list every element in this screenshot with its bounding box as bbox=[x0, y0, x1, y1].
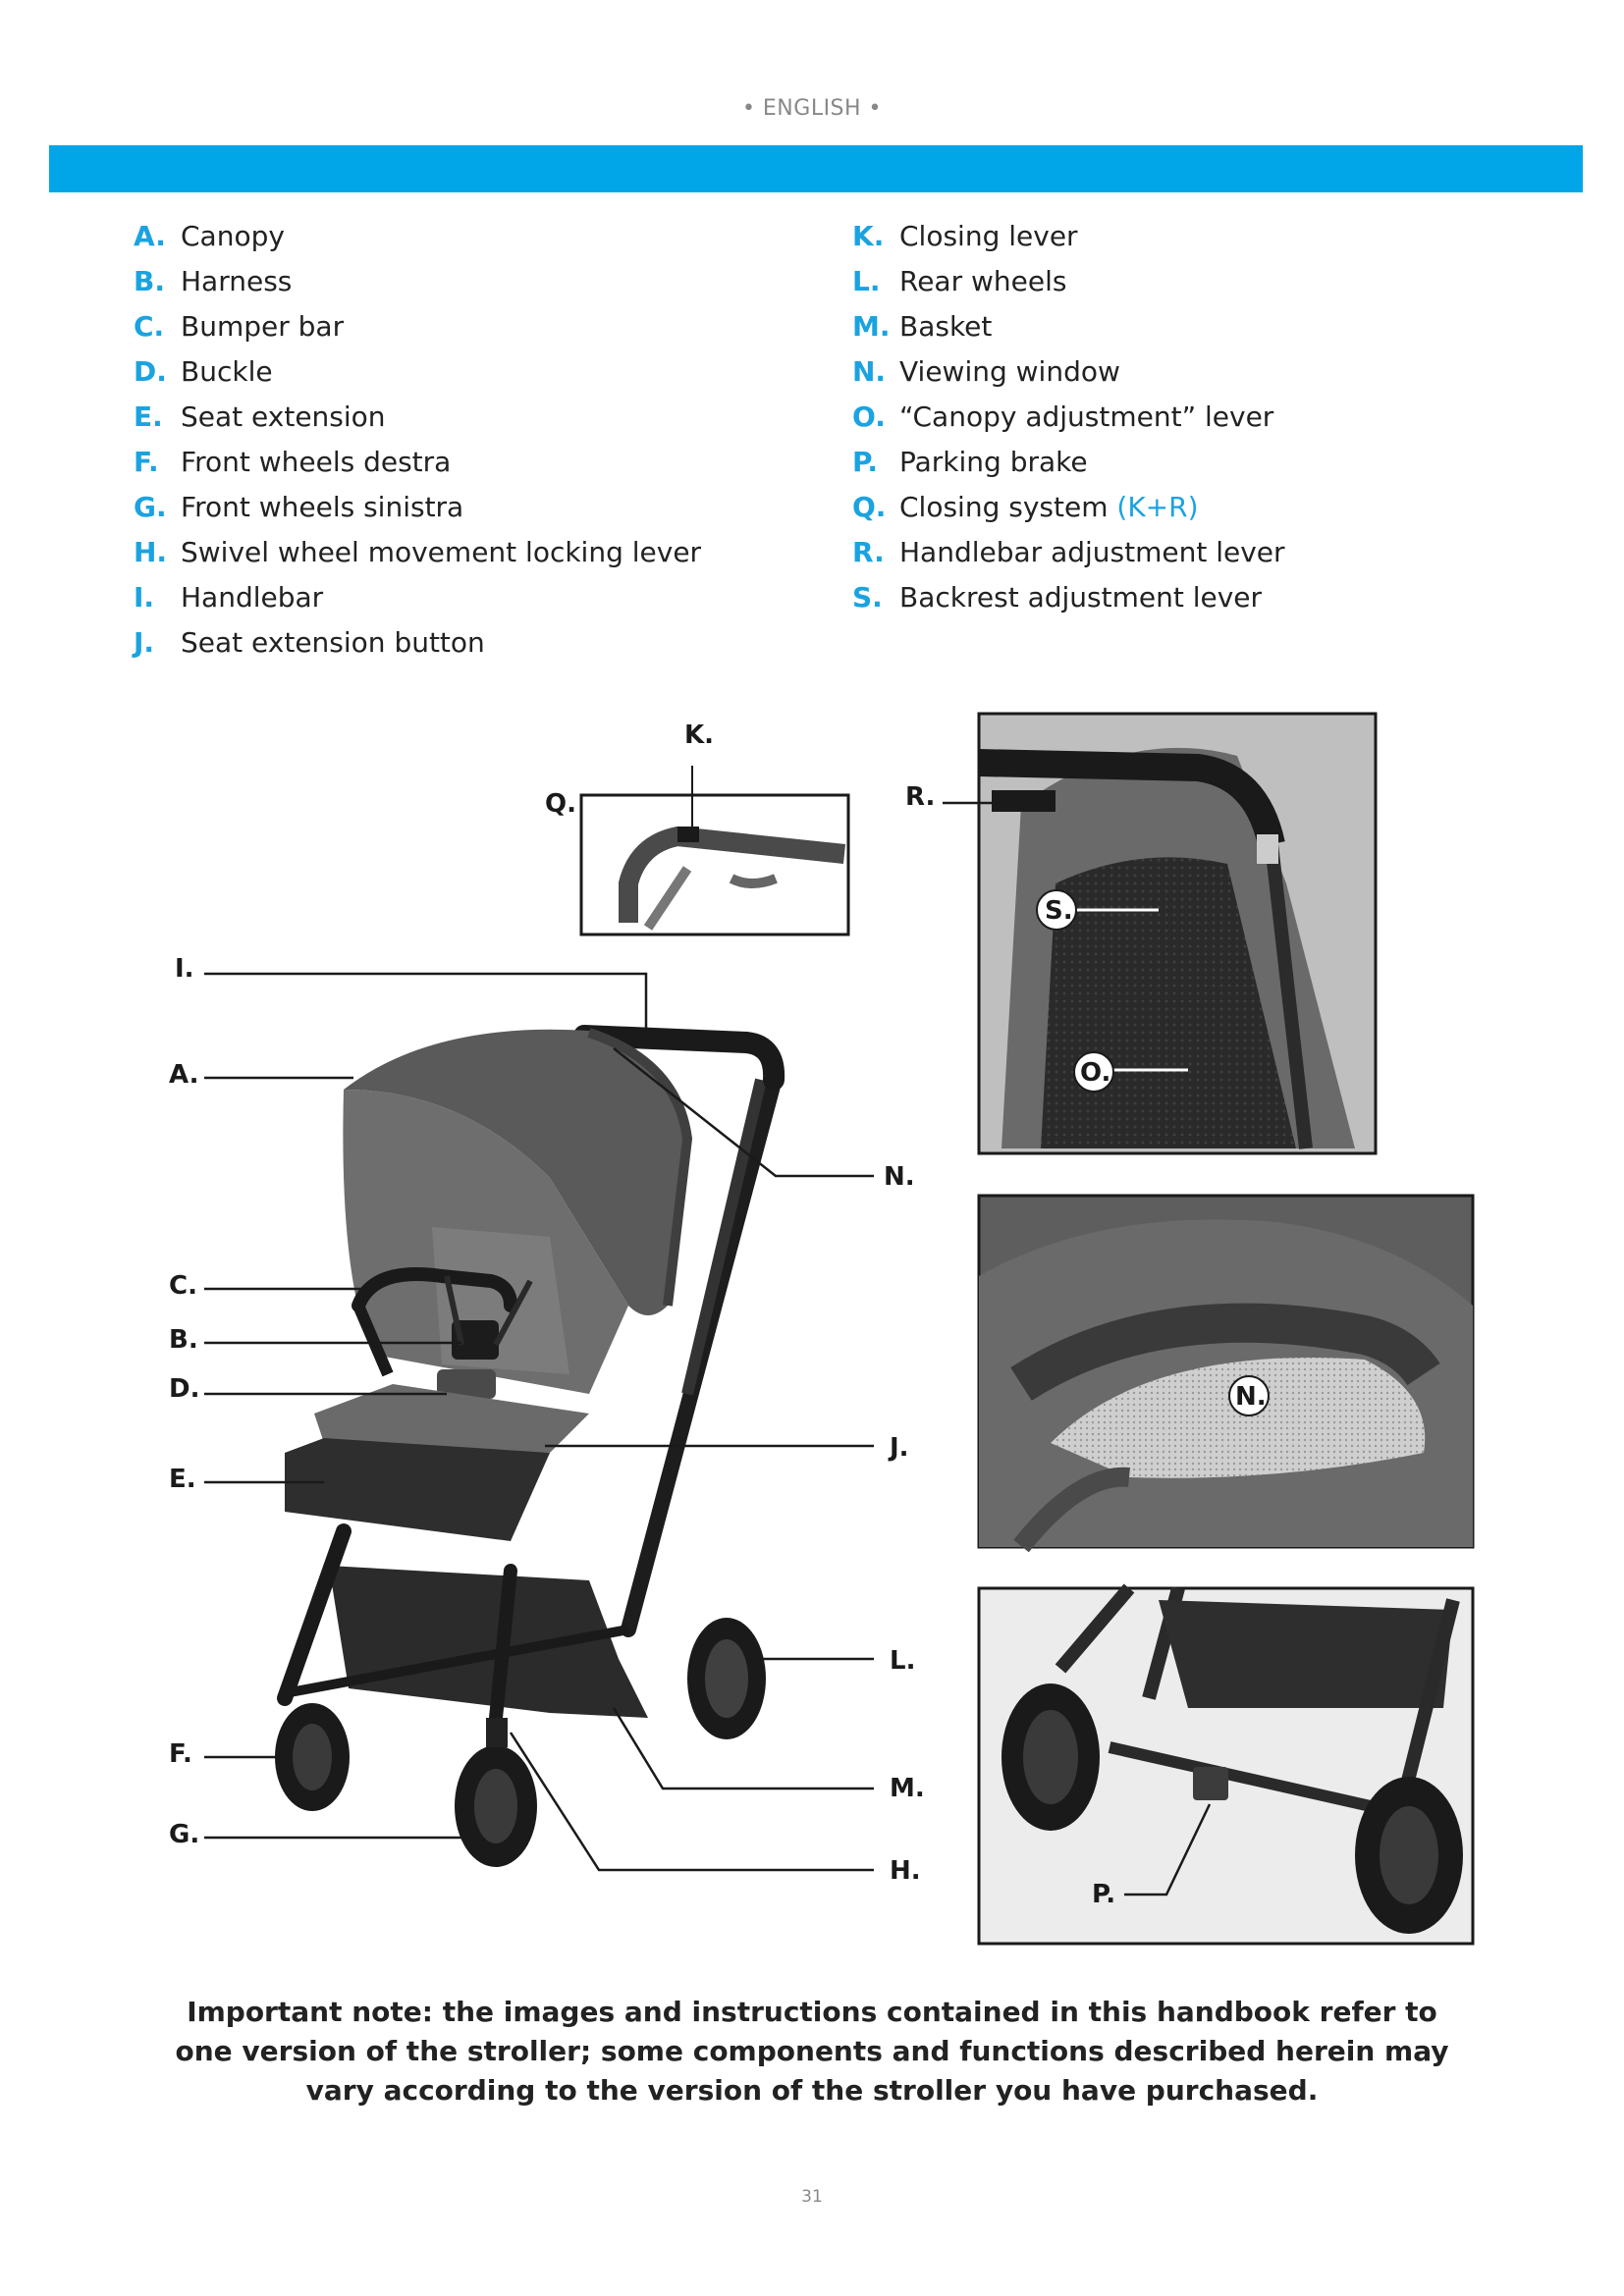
legend-letter: D. bbox=[134, 355, 167, 388]
stroller-swivel-lock bbox=[486, 1718, 508, 1747]
legend-letter: L. bbox=[852, 265, 881, 297]
callout-label-k: K. bbox=[684, 721, 715, 750]
callout-label-a: A. bbox=[169, 1060, 199, 1090]
legend-text: Seat extension bbox=[181, 400, 386, 433]
important-note: Important note: the images and instructions contained in this handbook refer to one version of the stroller; some components and functions described herein may vary according to the version of the stroller you have purchased. bbox=[175, 1996, 1449, 2107]
stroller-illustration bbox=[275, 1030, 776, 1867]
stroller-frame-push bbox=[687, 1080, 761, 1394]
legend-text: Viewing window bbox=[899, 355, 1120, 388]
stroller-front-wheel-right bbox=[275, 1703, 350, 1811]
legend-letter: F. bbox=[134, 446, 159, 478]
inset-closing-system bbox=[581, 766, 848, 934]
legend-letter: N. bbox=[852, 355, 887, 388]
legend-text: Harness bbox=[181, 265, 293, 297]
legend-letter: Q. bbox=[852, 491, 887, 523]
legend-letter: G. bbox=[134, 491, 167, 523]
legend-letter: J. bbox=[134, 626, 155, 659]
legend-text: Basket bbox=[899, 310, 993, 343]
inset-viewing-window bbox=[979, 1196, 1473, 1547]
legend-letter: O. bbox=[852, 400, 886, 433]
legend-text: Closing lever bbox=[899, 220, 1078, 252]
callout-label-m: M. bbox=[890, 1774, 925, 1803]
callout-label-q: Q. bbox=[545, 789, 576, 819]
callout-label-h: H. bbox=[890, 1856, 921, 1886]
legend-text: Swivel wheel movement locking lever bbox=[181, 536, 702, 568]
callout-label-f: F. bbox=[169, 1739, 192, 1769]
legend-text: Closing system bbox=[899, 491, 1109, 523]
callout-label-p: P. bbox=[1092, 1880, 1116, 1909]
callout-label-n-inset: N. bbox=[1235, 1382, 1267, 1412]
callout-label-d: D. bbox=[169, 1374, 200, 1404]
callout-label-b: B. bbox=[169, 1325, 198, 1355]
legend-letter: E. bbox=[134, 400, 163, 433]
legend-letter: R. bbox=[852, 536, 885, 568]
stroller-seat-extension bbox=[285, 1438, 550, 1541]
callout-label-o: O. bbox=[1080, 1058, 1111, 1088]
legend-text: Bumper bar bbox=[181, 310, 345, 343]
legend-text: Front wheels sinistra bbox=[181, 491, 464, 523]
page-number: 31 bbox=[801, 2187, 823, 2207]
callout-label-c: C. bbox=[169, 1271, 197, 1301]
legend-text: Handlebar bbox=[181, 581, 324, 614]
legend-letter: I. bbox=[134, 581, 155, 614]
legend-text: Backrest adjustment lever bbox=[899, 581, 1263, 614]
legend-text: Parking brake bbox=[899, 446, 1088, 478]
legend-letter: B. bbox=[134, 265, 165, 297]
legend-letter: A. bbox=[134, 220, 166, 252]
legend-text: Canopy bbox=[181, 220, 285, 252]
legend-letter: M. bbox=[852, 310, 891, 343]
inset-parking-brake bbox=[979, 1588, 1473, 1944]
callout-line-h bbox=[511, 1733, 874, 1870]
stroller-basket bbox=[329, 1566, 648, 1718]
callout-label-j: J. bbox=[890, 1433, 909, 1463]
header-language: • ENGLISH • bbox=[741, 96, 883, 121]
legend-letter: H. bbox=[134, 536, 168, 568]
stroller-front-wheel-left bbox=[455, 1745, 537, 1867]
legend-text: “Canopy adjustment” lever bbox=[899, 400, 1274, 433]
legend-letter: K. bbox=[852, 220, 885, 252]
legend-text: Rear wheels bbox=[899, 265, 1067, 297]
legend-accent: (K+R) bbox=[1116, 491, 1199, 523]
callout-label-n: N. bbox=[884, 1162, 915, 1192]
legend-text: Handlebar adjustment lever bbox=[899, 536, 1285, 568]
legend-text: Buckle bbox=[181, 355, 273, 388]
callout-label-g: G. bbox=[169, 1820, 200, 1849]
legend-letter: C. bbox=[134, 310, 165, 343]
legend-text: Front wheels destra bbox=[181, 446, 452, 478]
stroller-frame-front bbox=[285, 1531, 344, 1698]
legend-letter: S. bbox=[852, 581, 883, 614]
callout-label-s: S. bbox=[1045, 896, 1073, 926]
callout-label-r: R. bbox=[905, 782, 936, 812]
callout-label-i: I. bbox=[175, 954, 194, 984]
inset-handlebar-backrest bbox=[943, 714, 1376, 1153]
stroller-rear-wheel bbox=[687, 1618, 766, 1739]
callout-label-e: E. bbox=[169, 1465, 196, 1494]
legend-letter: P. bbox=[852, 446, 879, 478]
legend-text: Seat extension button bbox=[181, 626, 485, 659]
callout-label-l: L. bbox=[890, 1646, 916, 1676]
